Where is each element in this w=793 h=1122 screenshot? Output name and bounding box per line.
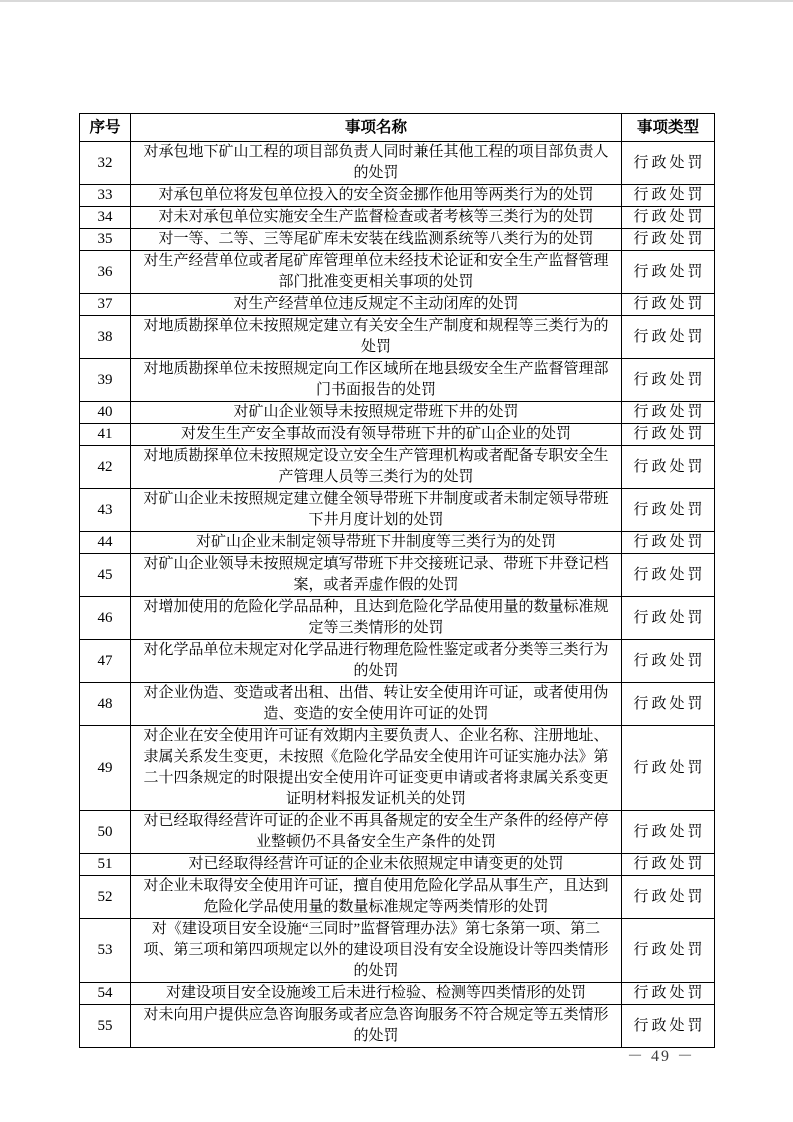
table-row [80,185,715,207]
cell-item-name: 对企业在安全使用许可证有效期内主要负责人、企业名称、注册地址、隶属关系发生变更，未按照《危险化学品安全使用许可证实施办法》第二十四条规定的时限提出安全使用许可证变更申请或者将隶属关系变更证明材料报发证机关的处罚 [131,726,622,811]
cell-item-type: 行政处罚 [622,185,715,207]
cell-serial-number: 50 [80,811,131,854]
cell-item-name: 对企业伪造、变造或者出租、出借、转让安全使用许可证，或者使用伪造、变造的安全使用许可证的处罚 [131,683,622,726]
cell-item-name: 对承包单位将发包单位投入的安全资金挪作他用等两类行为的处罚 [131,185,622,207]
cell-serial-number: 36 [80,251,131,294]
table-row [80,142,715,185]
cell-serial-number: 52 [80,876,131,919]
cell-serial-number: 44 [80,532,131,554]
cell-item-type: 行政处罚 [622,532,715,554]
penalty-items-table [79,113,715,1048]
cell-item-name: 对发生生产安全事故而没有领导带班下井的矿山企业的处罚 [131,424,622,446]
cell-serial-number: 32 [80,142,131,185]
cell-serial-number: 41 [80,424,131,446]
cell-item-type: 行政处罚 [622,446,715,489]
cell-serial-number: 34 [80,207,131,229]
table-row [80,424,715,446]
cell-item-type: 行政处罚 [622,294,715,316]
cell-item-type: 行政处罚 [622,142,715,185]
cell-item-name: 对矿山企业领导未按照规定带班下井的处罚 [131,402,622,424]
table-row [80,294,715,316]
cell-serial-number: 43 [80,489,131,532]
table-row [80,683,715,726]
cell-serial-number: 51 [80,854,131,876]
cell-item-type: 行政处罚 [622,597,715,640]
cell-item-name: 对增加使用的危险化学品品种，且达到危险化学品使用量的数量标准规定等三类情形的处罚 [131,597,622,640]
table-row [80,811,715,854]
cell-serial-number: 35 [80,229,131,251]
cell-item-type: 行政处罚 [622,683,715,726]
table-row [80,640,715,683]
cell-serial-number: 49 [80,726,131,811]
cell-item-type: 行政处罚 [622,854,715,876]
cell-serial-number: 33 [80,185,131,207]
cell-serial-number: 39 [80,359,131,402]
cell-item-type: 行政处罚 [622,1005,715,1048]
cell-item-type: 行政处罚 [622,251,715,294]
cell-serial-number: 47 [80,640,131,683]
table-row [80,316,715,359]
table-row [80,229,715,251]
cell-item-type: 行政处罚 [622,726,715,811]
column-header-item-type: 事项类型 [622,114,715,142]
cell-item-name: 对地质勘探单位未按照规定向工作区域所在地县级安全生产监督管理部门书面报告的处罚 [131,359,622,402]
table-row [80,554,715,597]
table-row [80,207,715,229]
cell-item-name: 对承包地下矿山工程的项目部负责人同时兼任其他工程的项目部负责人的处罚 [131,142,622,185]
table-row [80,532,715,554]
column-header-item-name: 事项名称 [131,114,622,142]
cell-item-type: 行政处罚 [622,424,715,446]
column-header-serial-number: 序号 [80,114,131,142]
table-row [80,876,715,919]
cell-item-type: 行政处罚 [622,983,715,1005]
cell-item-name: 对《建设项目安全设施“三同时”监督管理办法》第七条第一项、第二项、第三项和第四项规定以外的建设项目没有安全设施设计等四类情形的处罚 [131,919,622,983]
cell-item-type: 行政处罚 [622,402,715,424]
cell-item-name: 对企业未取得安全使用许可证，擅自使用危险化学品从事生产，且达到危险化学品使用量的数量标准规定等两类情形的处罚 [131,876,622,919]
cell-serial-number: 55 [80,1005,131,1048]
cell-item-name: 对化学品单位未规定对化学品进行物理危险性鉴定或者分类等三类行为的处罚 [131,640,622,683]
cell-serial-number: 54 [80,983,131,1005]
cell-item-type: 行政处罚 [622,359,715,402]
table-row [80,726,715,811]
cell-item-name: 对矿山企业未按照规定建立健全领导带班下井制度或者未制定领导带班下井月度计划的处罚 [131,489,622,532]
cell-item-name: 对地质勘探单位未按照规定设立安全生产管理机构或者配备专职安全生产管理人员等三类行为的处罚 [131,446,622,489]
cell-serial-number: 45 [80,554,131,597]
table-row [80,983,715,1005]
table-row [80,1005,715,1048]
table-row [80,597,715,640]
cell-item-type: 行政处罚 [622,229,715,251]
cell-item-type: 行政处罚 [622,489,715,532]
cell-item-name: 对生产经营单位违反规定不主动闭库的处罚 [131,294,622,316]
cell-serial-number: 42 [80,446,131,489]
cell-item-type: 行政处罚 [622,316,715,359]
table-row [80,919,715,983]
cell-item-name: 对建设项目安全设施竣工后未进行检验、检测等四类情形的处罚 [131,983,622,1005]
page-number: － 49 － [626,1048,695,1065]
table-row [80,446,715,489]
table-row [80,854,715,876]
cell-item-name: 对一等、二等、三等尾矿库未安装在线监测系统等八类行为的处罚 [131,229,622,251]
cell-serial-number: 40 [80,402,131,424]
cell-serial-number: 53 [80,919,131,983]
cell-serial-number: 37 [80,294,131,316]
table-header-row [80,114,715,142]
cell-item-type: 行政处罚 [622,811,715,854]
table-row [80,489,715,532]
cell-item-name: 对地质勘探单位未按照规定建立有关安全生产制度和规程等三类行为的处罚 [131,316,622,359]
table-row [80,402,715,424]
cell-item-type: 行政处罚 [622,640,715,683]
table-body [80,142,715,1048]
cell-item-name: 对已经取得经营许可证的企业不再具备规定的安全生产条件的经停产停业整顿仍不具备安全生产条件的处罚 [131,811,622,854]
cell-item-name: 对已经取得经营许可证的企业未依照规定申请变更的处罚 [131,854,622,876]
cell-item-type: 行政处罚 [622,876,715,919]
cell-item-name: 对矿山企业未制定领导带班下井制度等三类行为的处罚 [131,532,622,554]
cell-item-type: 行政处罚 [622,207,715,229]
table-row [80,359,715,402]
cell-item-name: 对矿山企业领导未按照规定填写带班下井交接班记录、带班下井登记档案，或者弄虚作假的处罚 [131,554,622,597]
cell-item-name: 对未向用户提供应急咨询服务或者应急咨询服务不符合规定等五类情形的处罚 [131,1005,622,1048]
cell-item-name: 对生产经营单位或者尾矿库管理单位未经技术论证和安全生产监督管理部门批准变更相关事项的处罚 [131,251,622,294]
page-top-edge-line [0,0,793,2]
cell-item-type: 行政处罚 [622,554,715,597]
cell-serial-number: 38 [80,316,131,359]
cell-serial-number: 48 [80,683,131,726]
table-row [80,251,715,294]
cell-item-name: 对未对承包单位实施安全生产监督检查或者考核等三类行为的处罚 [131,207,622,229]
cell-item-type: 行政处罚 [622,919,715,983]
cell-serial-number: 46 [80,597,131,640]
